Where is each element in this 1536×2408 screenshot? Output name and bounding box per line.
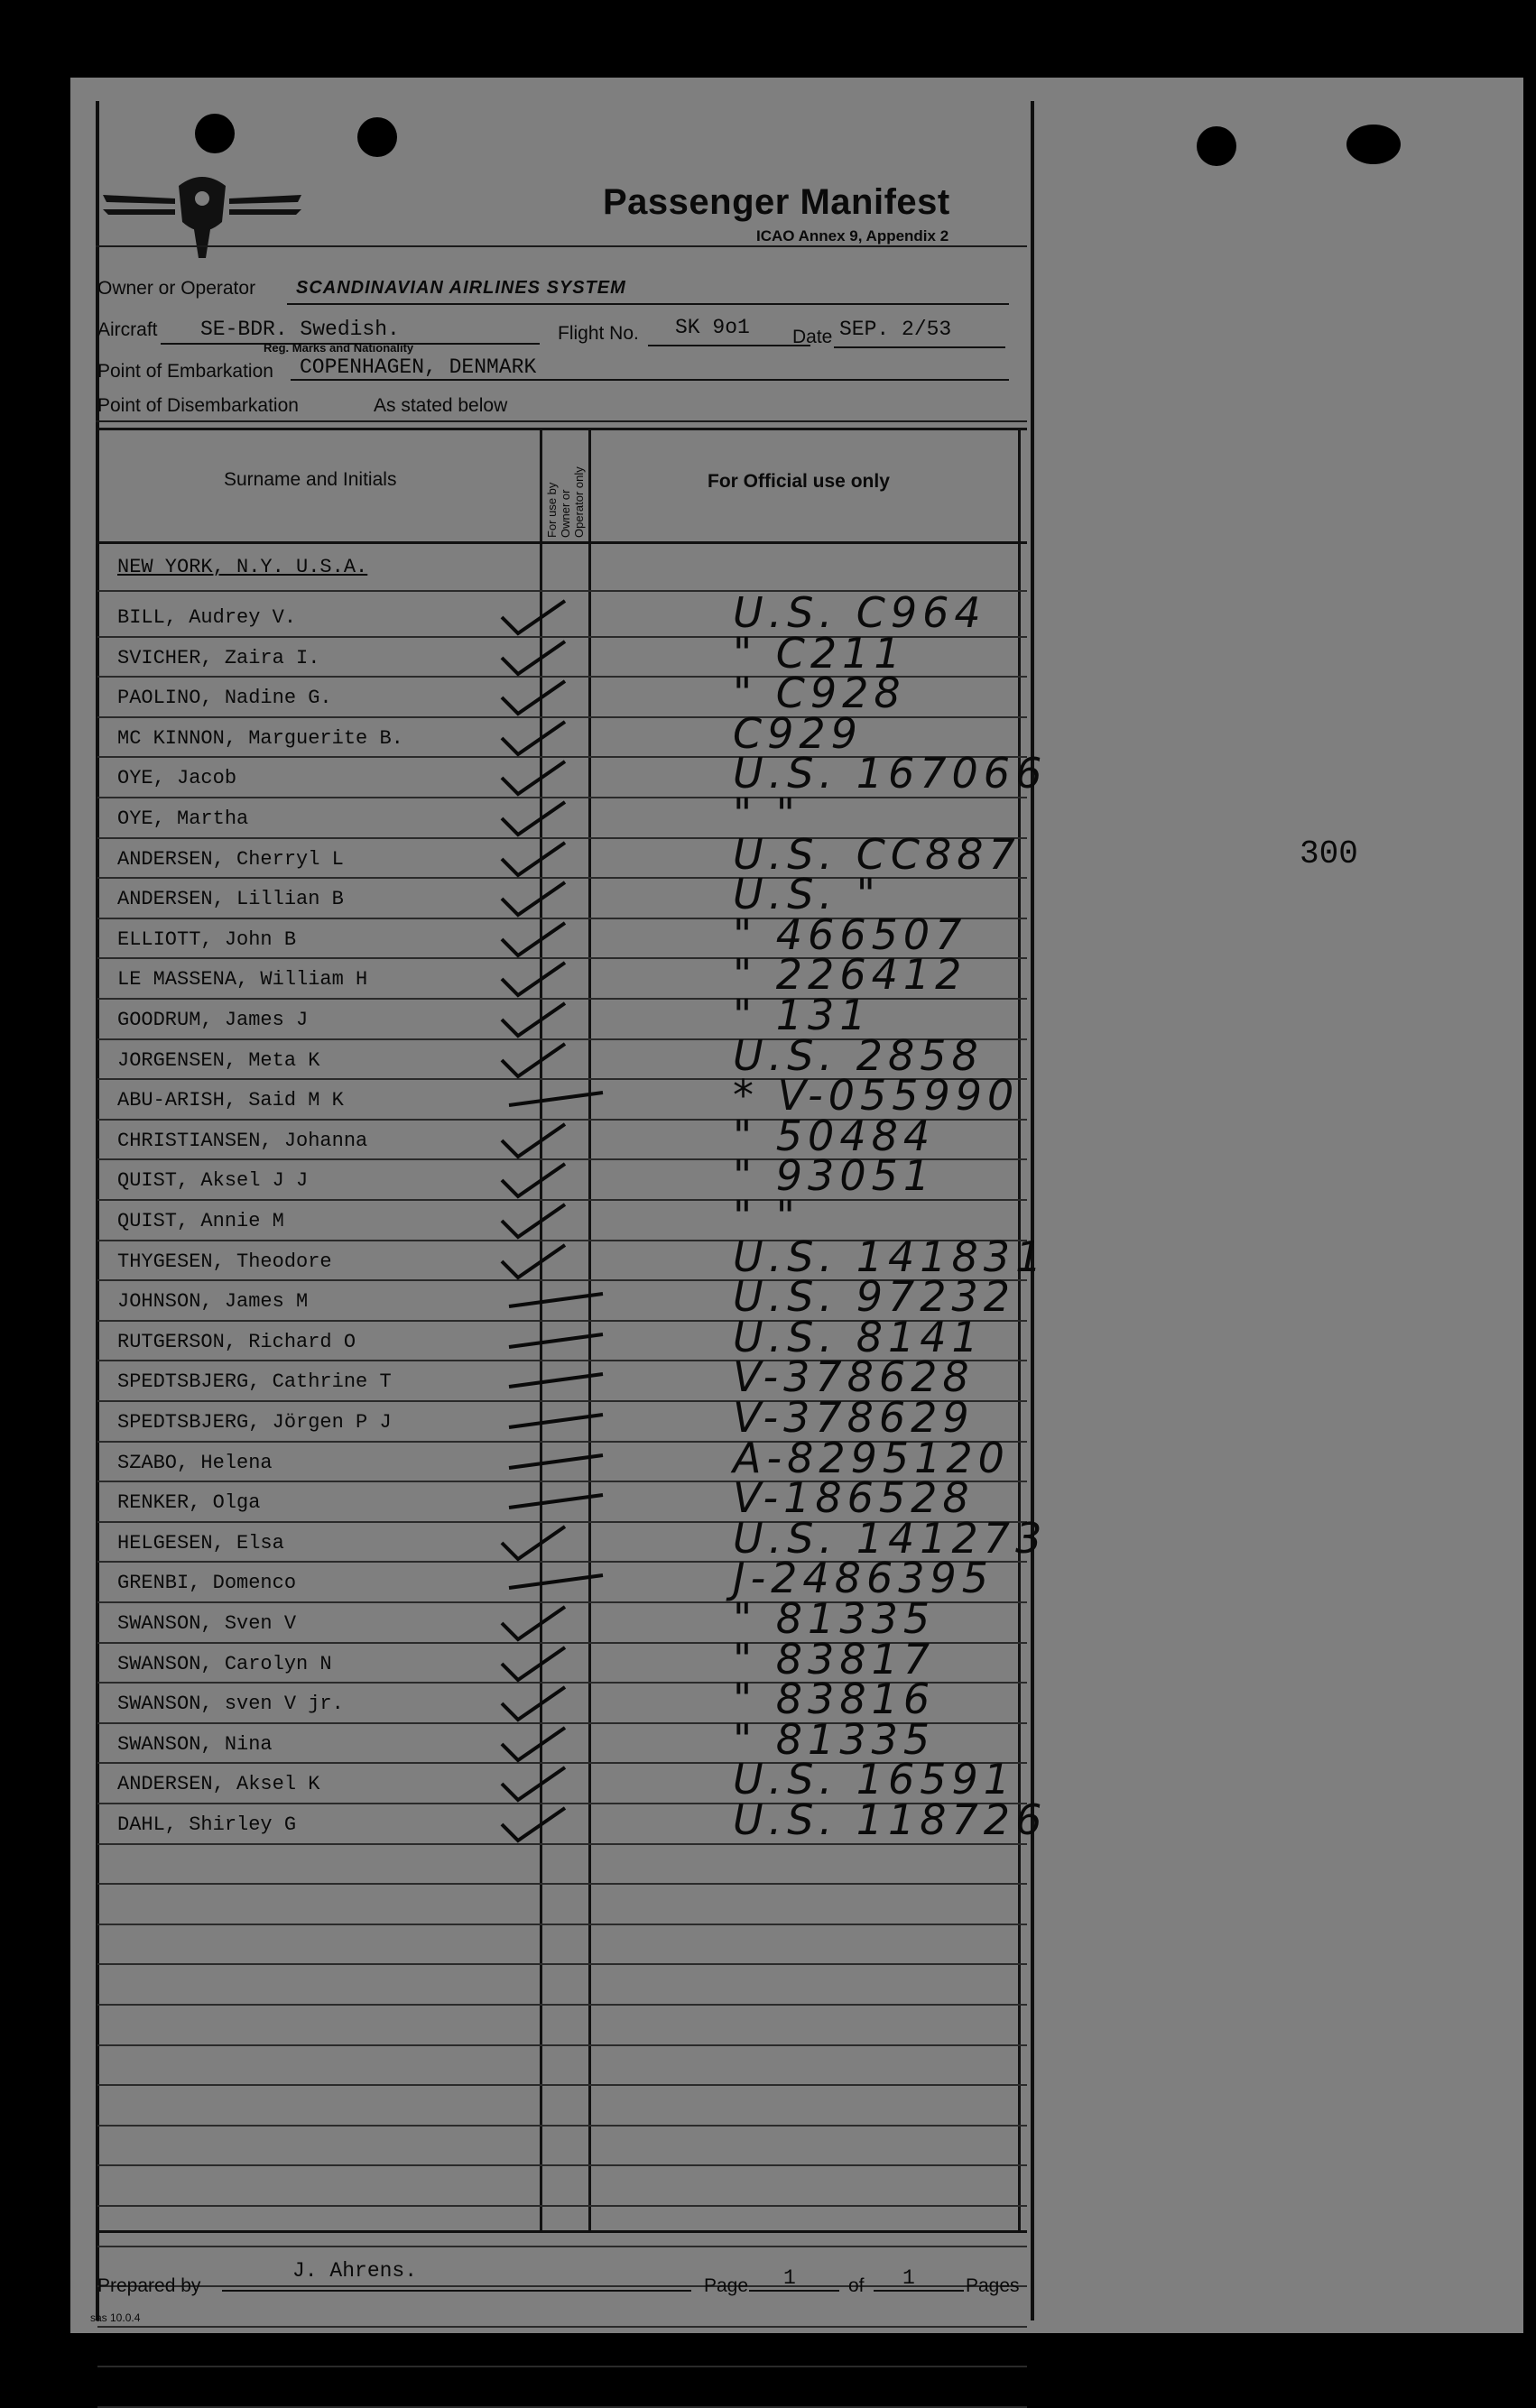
check-mark-icon <box>493 1764 601 1804</box>
owner-fill-line <box>287 303 1009 305</box>
passenger-name: SWANSON, Sven V <box>117 1612 297 1635</box>
check-mark-icon <box>493 1201 601 1241</box>
check-mark-icon <box>493 1644 601 1684</box>
divider <box>96 420 1027 422</box>
passenger-name: ANDERSEN, Cherryl L <box>117 847 344 871</box>
column-header-operator: For use by Owner or Operator only <box>545 466 586 538</box>
passenger-name: JOHNSON, James M <box>117 1290 309 1314</box>
check-mark-icon <box>493 1000 601 1039</box>
row-divider <box>97 2004 1027 2006</box>
margin-note: 300 <box>1300 835 1358 872</box>
official-entry: U.S. 141831 <box>733 1232 1048 1281</box>
check-mark-icon <box>493 1040 601 1080</box>
punch-hole <box>1197 126 1236 166</box>
row-divider <box>97 2205 1027 2207</box>
page-fill-line <box>749 2290 839 2292</box>
divider <box>96 245 1027 247</box>
check-mark-icon <box>493 678 601 717</box>
embarkation-fill-line <box>291 379 1009 381</box>
dash-mark-icon <box>504 1361 612 1401</box>
check-mark-icon <box>493 1724 601 1764</box>
row-divider <box>97 2285 1027 2287</box>
official-entry: U.S. CC887 <box>733 829 1021 879</box>
passenger-name: SWANSON, Carolyn N <box>117 1652 332 1675</box>
embarkation-label: Point of Embarkation <box>97 361 273 382</box>
row-divider <box>97 1924 1027 1925</box>
passenger-name: OYE, Jacob <box>117 767 237 790</box>
table-bottom-border <box>96 2230 1027 2233</box>
document-subtitle: ICAO Annex 9, Appendix 2 <box>756 227 949 244</box>
column-header-name: Surname and Initials <box>224 469 397 490</box>
check-mark-icon <box>493 1804 601 1844</box>
official-entry: " 131 <box>733 991 872 1039</box>
passenger-name: HELGESEN, Elsa <box>117 1531 284 1555</box>
date-fill-line <box>834 346 1005 348</box>
check-mark-icon <box>493 959 601 999</box>
passenger-name: PAOLINO, Nadine G. <box>117 687 332 710</box>
check-mark-icon <box>493 1603 601 1643</box>
row-divider <box>97 1963 1027 1965</box>
flight-value: SK 9o1 <box>675 316 750 339</box>
aircraft-value: SE-BDR. Swedish. <box>200 318 400 341</box>
official-entry: U.S. 97232 <box>733 1272 1016 1322</box>
page-number: 1 <box>783 2266 796 2290</box>
official-entry: " 466507 <box>733 909 967 959</box>
passenger-name: OYE, Martha <box>117 807 249 830</box>
page-total: 1 <box>902 2266 915 2290</box>
row-divider <box>97 2084 1027 2086</box>
official-entry: " 93051 <box>733 1151 936 1201</box>
official-entry: U.S. 2858 <box>733 1030 984 1080</box>
dash-mark-icon <box>504 1443 612 1482</box>
official-entry: U.S. 8141 <box>733 1312 984 1361</box>
check-mark-icon <box>493 1684 601 1723</box>
page-label: Page <box>704 2275 749 2296</box>
passenger-name: SPEDTSBJERG, Jörgen P J <box>117 1411 392 1434</box>
flight-label: Flight No. <box>558 323 639 344</box>
check-mark-icon <box>493 718 601 758</box>
owner-label: Owner or Operator <box>97 278 256 299</box>
column-divider <box>1018 428 1021 2232</box>
passenger-name: BILL, Audrey V. <box>117 606 297 629</box>
passenger-name: SPEDTSBJERG, Cathrine T <box>117 1370 392 1394</box>
official-entry: " 81335 <box>733 1594 936 1643</box>
official-entry: " " <box>733 1192 800 1241</box>
date-label: Date <box>792 327 833 347</box>
check-mark-icon <box>493 879 601 918</box>
check-mark-icon <box>493 1523 601 1563</box>
check-mark-icon <box>493 1160 601 1200</box>
flight-fill-line <box>648 345 810 346</box>
passenger-name: DAHL, Shirley G <box>117 1813 297 1836</box>
passenger-name: JORGENSEN, Meta K <box>117 1048 320 1072</box>
check-mark-icon <box>493 1121 601 1160</box>
passenger-name: ABU-ARISH, Said M K <box>117 1089 344 1112</box>
check-mark-icon <box>493 919 601 959</box>
row-divider <box>97 1883 1027 1885</box>
aircraft-label: Aircraft <box>97 319 158 340</box>
official-entry: " 83816 <box>733 1675 936 1724</box>
passenger-name: QUIST, Aksel J J <box>117 1169 309 1193</box>
official-entry: " 226412 <box>733 950 967 1000</box>
official-entry: " 83817 <box>733 1634 936 1684</box>
passenger-name: ANDERSEN, Aksel K <box>117 1773 320 1796</box>
airline-logo-icon <box>103 168 301 267</box>
official-entry: U.S. " <box>733 870 881 919</box>
pages-fill-line <box>874 2290 964 2292</box>
passenger-name: SVICHER, Zaira I. <box>117 646 320 669</box>
prepared-by-value: J. Ahrens. <box>292 2259 418 2283</box>
manifest-sheet <box>70 78 1523 2333</box>
official-entry: " C211 <box>733 628 906 678</box>
passenger-name: CHRISTIANSEN, Johanna <box>117 1129 368 1152</box>
row-divider <box>97 2246 1027 2247</box>
check-mark-icon <box>493 1241 601 1281</box>
prepared-by-label: Prepared by <box>97 2275 201 2296</box>
official-entry: V-378628 <box>733 1352 975 1402</box>
official-entry: * V-055990 <box>733 1071 1020 1121</box>
row-divider <box>97 2044 1027 2046</box>
pages-label: Pages <box>966 2275 1020 2296</box>
dash-mark-icon <box>504 1482 612 1522</box>
passenger-name: THYGESEN, Theodore <box>117 1250 332 1273</box>
table-header-border <box>96 541 1027 544</box>
official-entry: C929 <box>733 708 863 758</box>
column-header-official: For Official use only <box>708 471 890 492</box>
official-entry: U.S. 167066 <box>733 749 1048 798</box>
embarkation-value: COPENHAGEN, DENMARK <box>300 355 537 379</box>
row-divider <box>97 2326 1027 2328</box>
date-value: SEP. 2/53 <box>839 318 952 341</box>
passenger-name: GRENBI, Domenco <box>117 1572 297 1595</box>
dash-mark-icon <box>504 1080 612 1120</box>
official-entry: " 50484 <box>733 1111 936 1160</box>
passenger-name: SZABO, Helena <box>117 1451 273 1474</box>
destination-label: NEW YORK, N.Y. U.S.A. <box>117 556 368 578</box>
official-entry: J-2486395 <box>733 1554 995 1603</box>
official-entry: " " <box>733 789 800 838</box>
passenger-name: GOODRUM, James J <box>117 1009 309 1031</box>
owner-value: SCANDINAVIAN AIRLINES SYSTEM <box>296 278 626 298</box>
passenger-name: ANDERSEN, Lillian B <box>117 888 344 911</box>
table-top-border <box>96 428 1027 430</box>
passenger-name: SWANSON, Nina <box>117 1732 273 1756</box>
disembarkation-value: As stated below <box>374 395 508 416</box>
check-mark-icon <box>493 798 601 838</box>
check-mark-icon <box>493 597 601 637</box>
passenger-name: ELLIOTT, John B <box>117 927 297 951</box>
of-label: of <box>848 2275 865 2296</box>
official-entry: U.S. C964 <box>733 588 986 637</box>
dash-mark-icon <box>504 1281 612 1321</box>
form-code: sas 10.0.4 <box>90 2311 141 2324</box>
aircraft-sublabel: Reg. Marks and Nationality <box>264 341 414 355</box>
passenger-name: SWANSON, sven V jr. <box>117 1693 344 1716</box>
official-entry: " 81335 <box>733 1714 936 1764</box>
prepared-fill-line <box>222 2290 691 2292</box>
row-divider <box>97 2164 1027 2166</box>
passenger-name: LE MASSENA, William H <box>117 968 368 992</box>
official-entry: A-8295120 <box>733 1433 1010 1482</box>
official-entry: V-186528 <box>733 1473 975 1523</box>
check-mark-icon <box>493 839 601 879</box>
passenger-name: RUTGERSON, Richard O <box>117 1330 356 1353</box>
row-divider <box>97 2125 1027 2127</box>
dash-mark-icon <box>504 1402 612 1442</box>
official-entry: U.S. 118726 <box>733 1795 1048 1844</box>
official-entry: U.S. 141273 <box>733 1513 1048 1563</box>
official-entry: " C928 <box>733 669 906 718</box>
passenger-name: MC KINNON, Marguerite B. <box>117 726 403 750</box>
passenger-name: RENKER, Olga <box>117 1491 261 1515</box>
check-mark-icon <box>493 638 601 678</box>
punch-hole <box>1346 125 1401 164</box>
passenger-name: QUIST, Annie M <box>117 1210 284 1232</box>
document-title: Passenger Manifest <box>603 182 950 222</box>
row-divider <box>97 2366 1027 2367</box>
dash-mark-icon <box>504 1563 612 1602</box>
official-entry: V-378629 <box>733 1393 975 1442</box>
check-mark-icon <box>493 758 601 798</box>
disembarkation-label: Point of Disembarkation <box>97 395 299 416</box>
official-entry: U.S. 16591 <box>733 1755 1016 1804</box>
dash-mark-icon <box>504 1322 612 1361</box>
